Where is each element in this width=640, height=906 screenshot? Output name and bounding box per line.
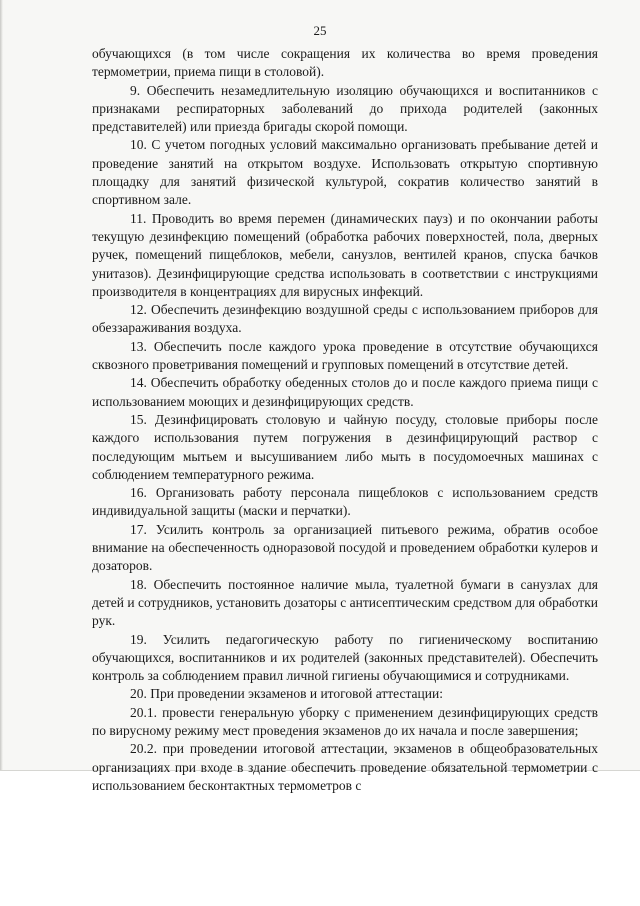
page-number: 25 (313, 23, 327, 38)
paragraph: 14. Обеспечить обработку обеденных столов до и после каждого приема пищи с использованием моющих и дезинфицирующих средств. (92, 375, 598, 409)
paragraph: 10. С учетом погодных условий максимально организовать пребывание детей и проведение занятий на открытом воздухе. Использовать открытую спортивную площадку для занятий физической культурой, сократив количество занятий в спортивном зале. (92, 137, 598, 208)
paragraph: 19. Усилить педагогическую работу по гигиеническому воспитанию обучающихся, воспитанников и их родителей (законных представителей). Обеспечить контроль за соблюдением правил личной гигиены обучающимися и сотрудниками. (92, 631, 598, 684)
paragraph: 16. Организовать работу персонала пищеблоков с использованием средств индивидуальной защиты (маски и перчатки). (92, 485, 598, 519)
paragraph: обучающихся (в том числе сокращения их количества во время проведения термометрии, приема пищи в столовой). (92, 46, 598, 80)
paragraph: 12. Обеспечить дезинфекцию воздушной среды с использованием приборов для обеззараживания воздуха. (92, 302, 598, 336)
document-body (92, 45, 598, 795)
paragraph: 20.1. провести генеральную уборку с применением дезинфицирующих средств по вирусному режиму мест проведения экзаменов до их начала и после завершения; (92, 704, 598, 738)
paragraph: 13. Обеспечить после каждого урока проведение в отсутствие обучающихся сквозного проветривания помещений и групповых помещений в отсутствие детей. (92, 338, 598, 373)
paragraph: 18. Обеспечить постоянное наличие мыла, туалетной бумаги в санузлах для детей и сотрудников, установить дозаторы с антисептическим средством для обработки рук. (92, 576, 598, 629)
paragraph: 17. Усилить контроль за организацией питьевого режима, обратив особое внимание на обеспеченность одноразовой посудой и проведением обработки кулеров и дозаторов. (92, 521, 598, 574)
paragraph: 9. Обеспечить незамедлительную изоляцию обучающихся и воспитанников с признаками респираторных заболеваний до прихода родителей (законных представителей) или приезда бригады скорой помощи. (92, 82, 598, 135)
paragraph: 15. Дезинфицировать столовую и чайную посуду, столовые приборы после каждого использования путем погружения в дезинфицирующий раствор с последующим мытьем и высушиванием либо мыть в посудомоечных машинах с соблюдением температурного режима. (92, 411, 598, 482)
paragraph: 20.2. при проведении итоговой аттестации, экзаменов в общеобразовательных организациях при входе в здание обеспечить проведение обязательной термометрии с использованием бесконтактных термометров с (92, 741, 598, 793)
paragraph: 20. При проведении экзаменов и итоговой аттестации: (130, 686, 443, 702)
paragraph: 11. Проводить во время перемен (динамических пауз) и по окончании работы текущую дезинфекцию помещений (обработка рабочих поверхностей, пола, дверных ручек, помещений пищеблоков, мебели, санузлов, вентилей кранов, спуска бачков унитазов). Дезинфицирующие средства использовать в соответствии с инструкциями производителя в концентрациях для вирусных инфекций. (92, 210, 598, 299)
